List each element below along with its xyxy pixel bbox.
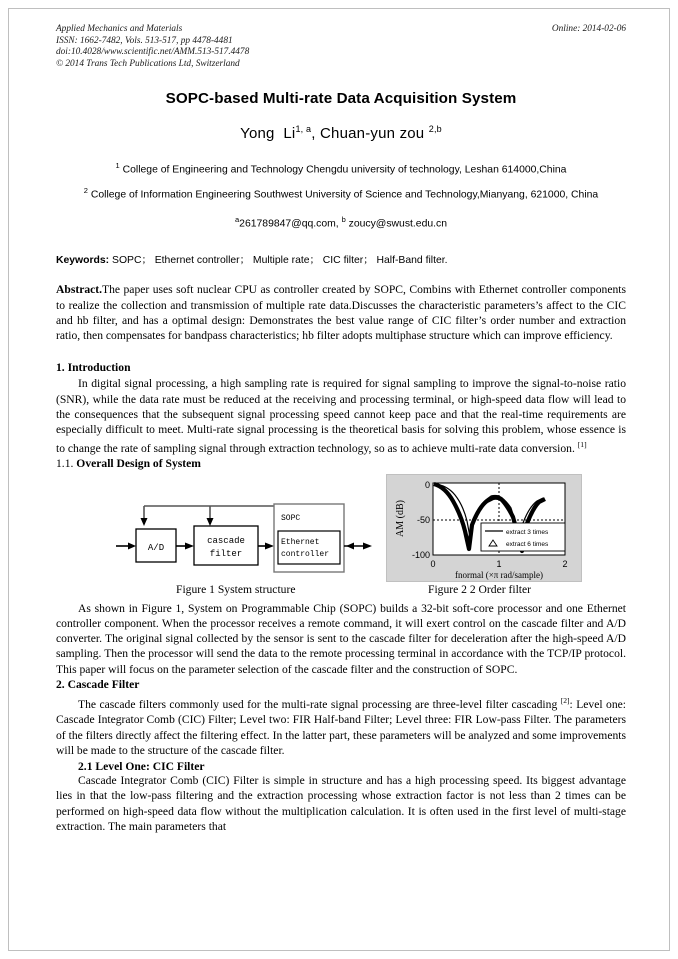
figure-2-xtick-0: 0 — [430, 558, 436, 569]
figure-2-xtick-2: 2 — [562, 558, 568, 569]
author-1-family: Li — [283, 125, 296, 142]
keywords-label: Keywords: — [56, 255, 110, 267]
email-b[interactable]: zoucy@swust.edu.cn — [345, 218, 447, 230]
journal-doi: doi:10.4028/www.scientific.net/AMM.513-517.4478 — [56, 47, 250, 58]
cascade-text-b: : Level one: Cascade Integrator Comb (CIC) Filter; Level two: FIR Half-band Filter; Level three: FIR Low-pass Filter. The parameters of the filters directly affect the filtering effect. In the latter part, these parameters will be analyzed and some improvements will be made to the structure of the cascade filter. — [56, 697, 626, 757]
author-separator: , — [311, 125, 316, 142]
citation-ref-2[interactable]: [2] — [560, 696, 570, 706]
figure-1-block-cascade-l1: cascade — [207, 535, 245, 546]
paragraph-introduction — [56, 376, 626, 456]
affiliation-1 — [56, 158, 626, 178]
figure-2-ytick-1: -50 — [416, 514, 430, 525]
subsection-number: 1.1. — [56, 456, 77, 470]
journal-copyright: © 2014 Trans Tech Publications Ltd, Switzerland — [56, 58, 240, 69]
figure-1-caption: Figure 1 System structure — [176, 582, 296, 596]
figure-2-ytick-2: -100 — [411, 549, 430, 560]
email-a[interactable]: 261789847@qq.com, — [239, 218, 339, 230]
figure-captions-row — [56, 583, 626, 601]
figure-1-system-structure — [114, 476, 374, 576]
figure-1-svg — [114, 476, 374, 576]
affiliation-2-marker: 2 — [83, 186, 88, 196]
paragraph-cic-filter: Cascade Integrator Comb (CIC) Filter is simple in structure and has a high processing speed. Its biggest advantage lies in that the low-pass filtering and the extraction processing whose extraction factor is not less than 2 times can be performed on high-speed data flow without the multiplication calculation. It is often used in the first level of multi-stage extraction. The main parameters that — [56, 774, 626, 833]
affiliation-2-text: College of Information Engineering Southwest University of Science and Technology,Mianyang, 621000, China — [90, 189, 599, 201]
figure-1-block-ethernet-l1: Ethernet — [281, 537, 320, 547]
figure-1-block-ad: A/D — [147, 542, 165, 553]
figure-2-order-filter — [386, 474, 582, 582]
figure-2-xlabel: fnormal (×π rad/sample) — [454, 569, 544, 580]
figure-2-ylabel: AM (dB) — [395, 499, 406, 537]
intro-text: In digital signal processing, a high sampling rate is required for signal sampling to improve the signal-to-noise ratio (SNR), while the data rate must be reduced at the receiving and processing terminal, or high-speed data flow will lead to the consequences that the subsequent signal processing speed cannot keep pace and that the real-time requirements are especially difficult to meet. Multi-rate signal processing is the theoretical basis for solving this problem, whose essence is to change the rate of sampling signal through extraction technology, so as to achieve multi-rate data conversion. — [56, 377, 626, 456]
email-a-marker: a — [235, 214, 240, 224]
abstract-label: Abstract. — [56, 283, 103, 297]
figure-2-legend-label-0: extract 3 times — [506, 528, 549, 536]
figure-2-xtick-1: 1 — [496, 558, 502, 569]
figure-2-svg — [387, 475, 581, 581]
paper-title: SOPC-based Multi-rate Data Acquisition System — [165, 90, 517, 107]
author-2-family: zou — [399, 125, 425, 142]
keywords-line — [56, 251, 626, 266]
affiliation-1-marker: 1 — [115, 161, 120, 170]
cascade-text-a: The cascade filters commonly used for the multi-rate signal processing are three-level filter cascading — [78, 697, 561, 711]
email-b-marker: b — [341, 214, 346, 224]
journal-issn: ISSN: 1662-7482, Vols. 513-517, pp 4478-4481 — [56, 35, 233, 46]
abstract-text: The paper uses soft nuclear CPU as controller created by SOPC, Combins with Ethernet controller components to realize the collection and transmission of multiple rate data.Discusses the characteristic parameters’s affect to the CIC and hb filter, and has a optimal design: Demonstrates the best value range of CIC filter’s order number and extraction ratio, then compensates for bandpass characteristics; hb filter adopts multiphase structure which can improve efficiency. — [56, 283, 626, 343]
citation-ref-1[interactable]: [1] — [577, 440, 587, 450]
author-1-given: Yong — [240, 125, 275, 142]
journal-header — [56, 24, 626, 80]
keywords-text: SOPC； Ethernet controller； Multiple rate； CIC filter； Half-Band filter. — [109, 255, 448, 267]
page-content — [56, 24, 626, 834]
heading-introduction: 1. Introduction — [56, 361, 131, 375]
figure-2-ytick-0: 0 — [424, 479, 430, 490]
figure-1-block-cascade-l2: filter — [209, 548, 243, 559]
figures-row — [56, 476, 626, 581]
figure-2-legend-label-1: extract 6 times — [506, 540, 549, 548]
author-emails — [56, 215, 626, 229]
heading-cic-filter: 2.1 Level One: CIC Filter — [78, 760, 205, 774]
heading-cascade-filter: 2. Cascade Filter — [56, 678, 140, 692]
heading-overall-design — [56, 457, 626, 470]
author-2-affil-marker: 2,b — [428, 124, 442, 134]
paragraph-figure-description: As shown in Figure 1, System on Programmable Chip (SOPC) builds a 32-bit soft-core processor and one Ethernet controller component. When the processor receives a remote command, it will exert control on the cascade filter and A/D converter. The original signal collected by the sensor is sent to the cascade filter for deceleration after the high-speed A/D sampling. Then the processor will send the data to the remote processing terminal in accordance with the TCP/IP protocol. This paper will focus on the parameter selection of the cascade filter and the construction of SOPC. — [56, 601, 626, 676]
affiliation-1-text: College of Engineering and Technology Chengdu university of technology, Leshan 614000,China — [122, 164, 567, 176]
author-1-affil-marker: 1, a — [295, 124, 312, 134]
online-date: Online: 2014-02-06 — [551, 24, 626, 34]
affiliation-2 — [56, 183, 626, 203]
paragraph-cascade-filter — [56, 693, 626, 758]
subsection-title: Overall Design of System — [76, 456, 201, 470]
figure-1-block-ethernet-l2: controller — [281, 549, 330, 559]
author-2-given: Chuan-yun — [320, 125, 396, 142]
figure-2-caption: Figure 2 2 Order filter — [428, 582, 532, 596]
figure-1-block-sopc: SOPC — [281, 513, 301, 523]
author-list — [56, 124, 626, 142]
abstract-block — [56, 282, 626, 343]
journal-name: Applied Mechanics and Materials — [56, 24, 183, 34]
